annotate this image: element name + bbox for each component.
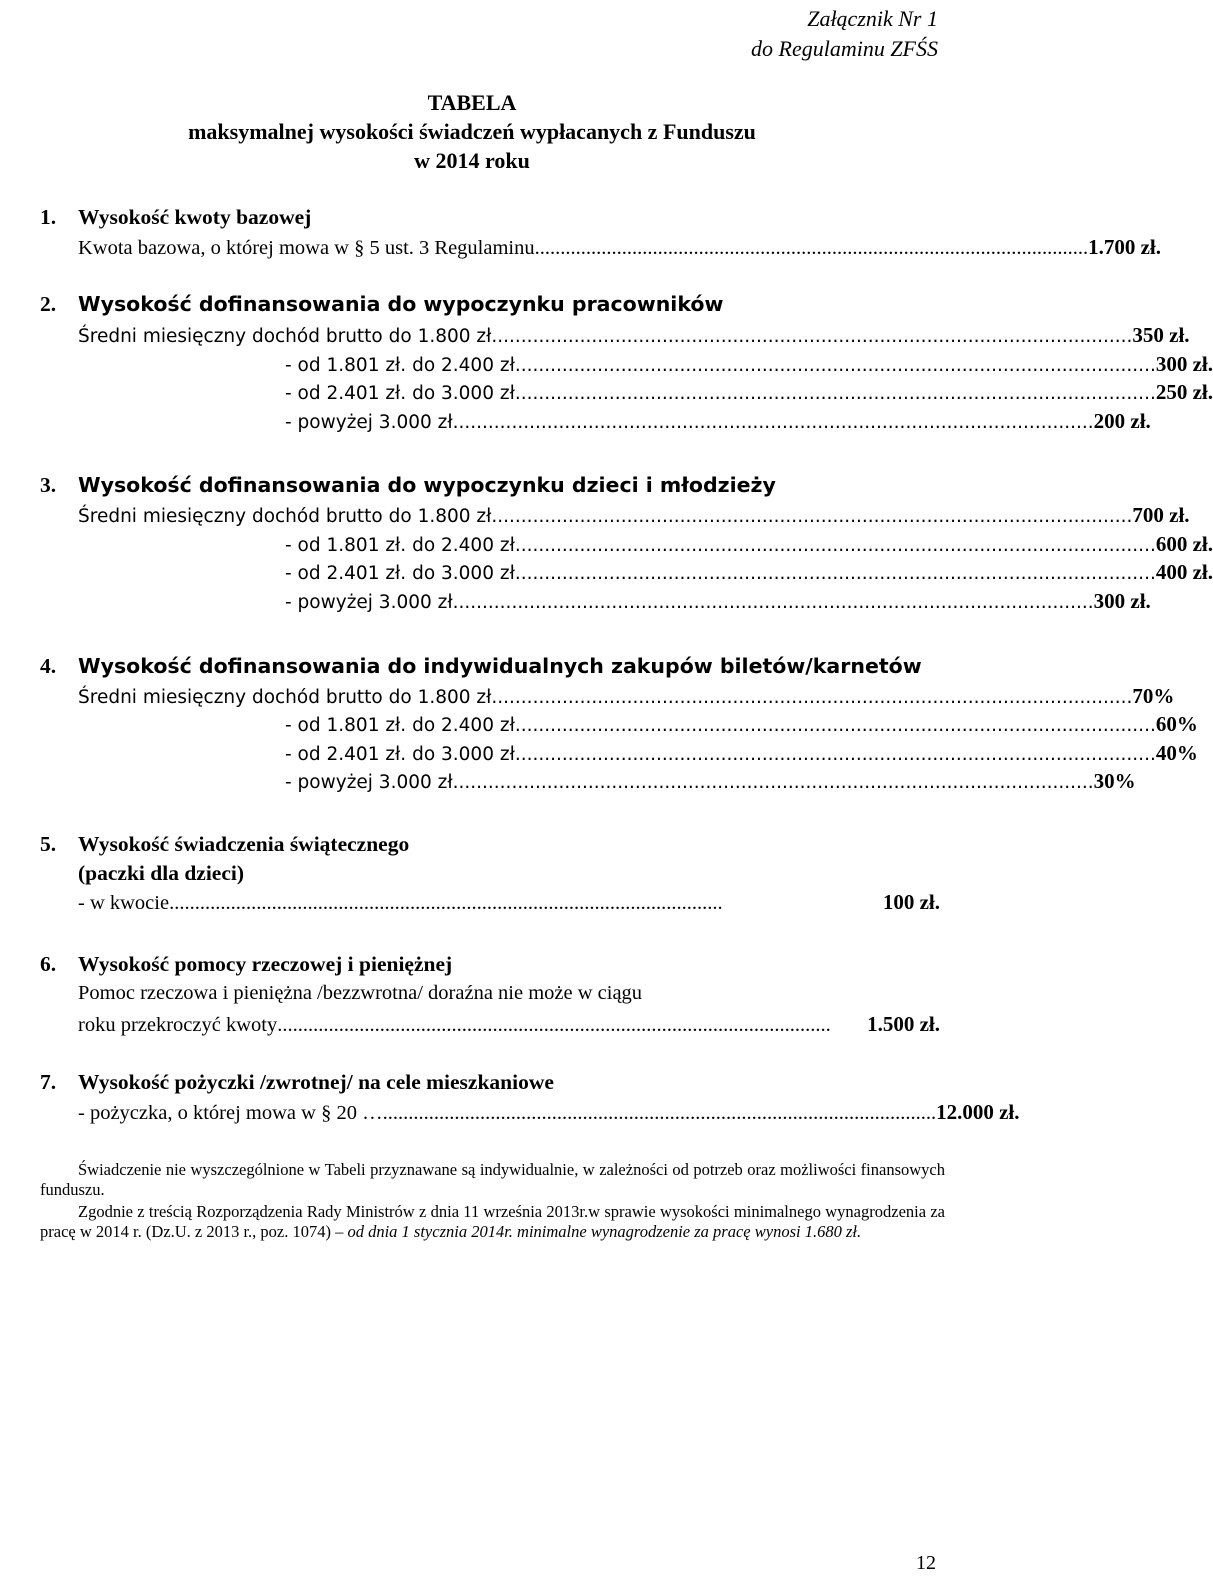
- section-6-row: [78, 1012, 940, 1037]
- row-value: 12.000 zł.: [936, 1100, 1020, 1124]
- row-value: 70%: [1132, 684, 1175, 708]
- row-value: 200 zł.: [1093, 409, 1151, 433]
- dot-leader: ............................................................................................................: [458, 412, 1094, 433]
- row-value: 30%: [1093, 769, 1136, 793]
- section-5-number: 5.: [40, 832, 57, 856]
- dot-leader: ............................................................................................................: [458, 772, 1094, 793]
- document-title: [0, 88, 960, 175]
- row-label: Średni miesięczny dochód brutto do 1.800 zł.: [78, 687, 498, 708]
- section-4-row-2: [285, 712, 1198, 737]
- page-number: 12: [916, 1552, 936, 1574]
- row-label: - w kwocie: [78, 892, 170, 914]
- row-value: 300 zł.: [1155, 352, 1213, 376]
- section-2-row-3: [285, 380, 1213, 405]
- annex-line-2: do Regulaminu ZFŚS: [751, 36, 938, 61]
- section-4-heading: Wysokość dofinansowania do indywidualnych zakupów biletów/karnetów: [78, 654, 922, 678]
- section-7-heading: Wysokość pożyczki /zwrotnej/ na cele mieszkaniowe: [78, 1070, 554, 1094]
- row-value: 60%: [1155, 712, 1198, 736]
- row-label: - powyżej 3.000 zł.: [285, 772, 459, 793]
- dot-leader: ............................................................................................................: [520, 355, 1156, 376]
- section-6-text: Pomoc rzeczowa i pieniężna /bezzwrotna/ doraźna nie może w ciągu: [78, 982, 643, 1004]
- row-label: - od 1.801 zł. do 2.400 zł.: [285, 715, 521, 736]
- annex-header: [751, 4, 938, 64]
- row-value: 350 zł.: [1132, 323, 1190, 347]
- row-value: 100 zł.: [882, 890, 940, 914]
- row-label: - powyżej 3.000 zł.: [285, 412, 459, 433]
- section-3-number: 3.: [40, 473, 57, 497]
- row-value: 40%: [1155, 741, 1198, 765]
- dot-leader: ............................................................................................................: [520, 535, 1156, 556]
- section-7-number: 7.: [40, 1070, 57, 1094]
- section-6-number: 6.: [40, 952, 57, 976]
- row-label: - powyżej 3.000 zł.: [285, 592, 459, 613]
- section-3-heading: Wysokość dofinansowania do wypoczynku dzieci i młodzieży: [78, 473, 776, 497]
- dot-leader: ............................................................................................................: [520, 715, 1156, 736]
- row-label: Średni miesięczny dochód brutto do 1.800 zł.: [78, 506, 498, 527]
- section-2-row-4: [285, 409, 1151, 434]
- row-value: 600 zł.: [1155, 532, 1213, 556]
- row-label: - od 2.401 zł. do 3.000 zł.: [285, 383, 521, 404]
- note-2-italic: od dnia 1 stycznia 2014r. minimalne wynagrodzenie za pracę wynosi 1.680 zł.: [347, 1222, 862, 1241]
- title-line-2: maksymalnej wysokości świadczeń wypłacanych z Funduszu: [188, 119, 756, 144]
- section-5-row: [78, 890, 940, 915]
- section-3-row-4: [285, 589, 1151, 614]
- row-label: Średni miesięczny dochód brutto do 1.800 zł.: [78, 326, 498, 347]
- note-2-text: Zgodnie z treścią Rozporządzenia Rady Ministrów z dnia 11 września 2013r.w sprawie wysokości minimalnego wynagrodzenia za pracę w 2014 r. (Dz.U. z 2013 r., poz. 1074) –: [40, 1202, 945, 1241]
- dot-leader: ............................................................................................................: [169, 892, 723, 914]
- section-3-row-3: [285, 560, 1213, 585]
- dot-leader: ............................................................................................................: [277, 1014, 831, 1036]
- title-line-1: TABELA: [427, 90, 517, 115]
- section-4-row-1: [78, 684, 1175, 709]
- note-2: [40, 1202, 945, 1242]
- row-label: - od 2.401 zł. do 3.000 zł.: [285, 563, 521, 584]
- dot-leader: ............................................................................................................: [520, 744, 1156, 765]
- row-label: - od 2.401 zł. do 3.000 zł.: [285, 744, 521, 765]
- section-6-heading: Wysokość pomocy rzeczowej i pieniężnej: [78, 952, 453, 976]
- dot-leader: ............................................................................................................: [497, 687, 1133, 708]
- row-value: 300 zł.: [1093, 589, 1151, 613]
- section-7-row: [78, 1100, 1020, 1125]
- note-1: Świadczenie nie wyszczególnione w Tabeli przyznawane są indywidualnie, w zależności od potrzeb oraz możliwości finansowych funduszu.: [40, 1160, 945, 1199]
- section-4-row-3: [285, 741, 1198, 766]
- annex-line-1: Załącznik Nr 1: [807, 6, 938, 31]
- row-label: - od 1.801 zł. do 2.400 zł.: [285, 355, 521, 376]
- section-1-heading: Wysokość kwoty bazowej: [78, 205, 312, 229]
- row-value: 400 zł.: [1155, 560, 1213, 584]
- row-label: roku przekroczyć kwoty: [78, 1014, 278, 1036]
- dot-leader: ............................................................................................................: [497, 506, 1133, 527]
- section-1-row: [78, 235, 1162, 260]
- section-1-number: 1.: [40, 205, 57, 229]
- section-4-row-4: [285, 769, 1136, 794]
- row-label: Kwota bazowa, o której mowa w § 5 ust. 3 Regulaminu: [78, 237, 535, 259]
- section-4-number: 4.: [40, 654, 57, 678]
- section-2-heading: Wysokość dofinansowania do wypoczynku pracowników: [78, 292, 724, 316]
- row-value: 250 zł.: [1155, 380, 1213, 404]
- section-2-row-2: [285, 352, 1213, 377]
- row-value: 1.500 zł.: [867, 1012, 940, 1036]
- dot-leader: ............................................................................................................: [458, 592, 1094, 613]
- dot-leader: ............................................................................................................: [534, 237, 1089, 259]
- dot-leader: ............................................................................................................: [520, 563, 1156, 584]
- section-3-row-2: [285, 532, 1213, 557]
- title-line-3: w 2014 roku: [414, 148, 530, 173]
- footnotes: [40, 1160, 945, 1242]
- section-2-number: 2.: [40, 292, 57, 316]
- section-5-heading-line-2: (paczki dla dzieci): [78, 861, 245, 885]
- row-value: 1.700 zł.: [1088, 235, 1162, 259]
- row-label: - pożyczka, o której mowa w § 20 …: [78, 1102, 383, 1124]
- dot-leader: ............................................................................................................: [497, 326, 1133, 347]
- row-value: 700 zł.: [1132, 503, 1190, 527]
- section-2-row-1: [78, 323, 1190, 348]
- dot-leader: ............................................................................................................: [520, 383, 1156, 404]
- section-3-row-1: [78, 503, 1190, 528]
- row-label: - od 1.801 zł. do 2.400 zł.: [285, 535, 521, 556]
- section-5-heading-line-1: Wysokość świadczenia świątecznego: [78, 832, 410, 856]
- dot-leader: ............................................................................................................: [382, 1102, 937, 1124]
